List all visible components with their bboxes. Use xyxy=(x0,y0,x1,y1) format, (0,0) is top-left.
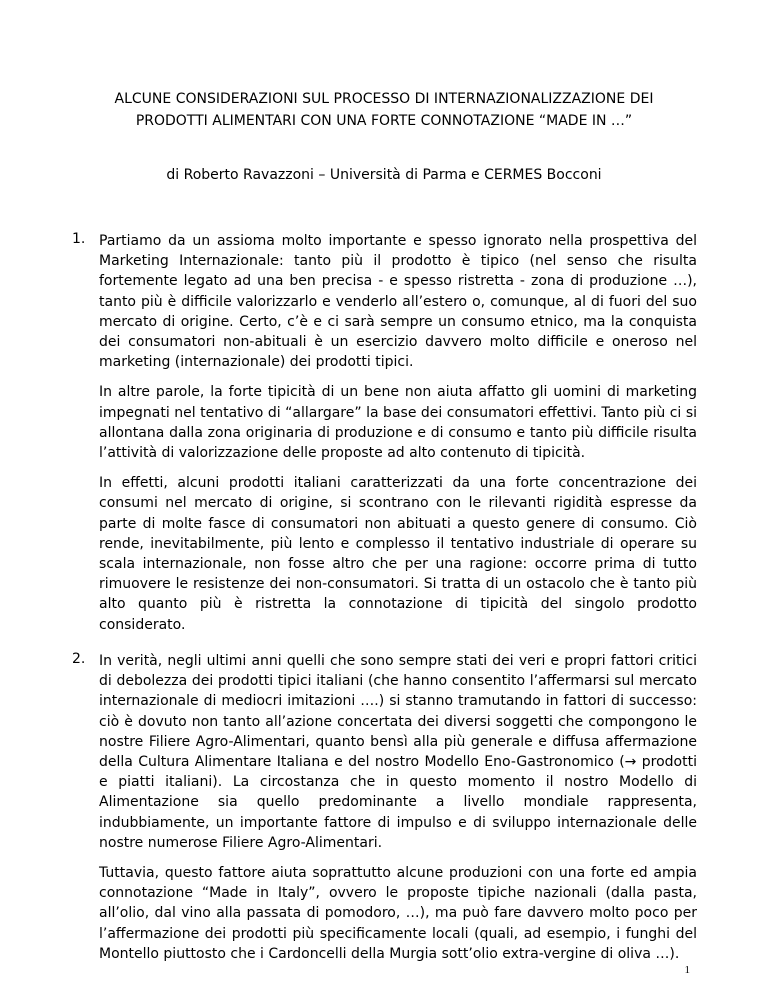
author-line: di Roberto Ravazzoni – Università di Parma e CERMES Bocconi xyxy=(166,167,602,183)
page-number: 1 xyxy=(684,964,690,976)
paragraph: In effetti, alcuni prodotti italiani caratterizzati da una forte concentrazione dei consumi nel mercato di origine, si scontrano con le rilevanti rigidità espresse da parte di molte fasce di consumatori non abituati a questo genere di consumo. Ciò rende, inevitabilmente, più lento e complesso il tentativo industriale di operare su scala internazionale, non fosse altro che per una ragione: occorre prima di tutto rimuovere le resistenze dei non-consumatori. Si tratta di un ostacolo che è tanto più alto quanto più è ristretta la connotazione di tipicità del singolo prodotto considerato. xyxy=(99,475,697,633)
document-title xyxy=(80,88,688,132)
paragraph: In altre parole, la forte tipicità di un bene non aiuta affatto gli uomini di marketing impegnati nel tentativo di “allargare” la base dei consumatori effettivi. Tanto più ci si allontana dalla zona originaria di produzione e di consumo e tanto più difficile risulta l’attività di valorizzazione delle proposte ad alto contenuto di tipicità. xyxy=(99,384,697,462)
title-line-2: PRODOTTI ALIMENTARI CON UNA FORTE CONNOTAZIONE “MADE IN …” xyxy=(135,113,633,129)
title-line-1: ALCUNE CONSIDERAZIONI SUL PROCESSO DI INTERNAZIONALIZZAZIONE DEI xyxy=(114,91,654,107)
paragraph: Partiamo da un assioma molto importante e spesso ignorato nella prospettiva del Marketing Internazionale: tanto più il prodotto è tipico (nel senso che risulta fortemente legato ad una ben precisa - e spesso ristretta - zona di produzione …), tanto più è difficile valorizzarlo e venderlo all’estero o, comunque, al di fuori del suo mercato di origine. Certo, c’è e ci sarà sempre un consumo etnico, ma la conquista dei consumatori non-abituali è un esercizio davvero molto difficile e oneroso nel marketing (internazionale) dei prodotti tipici. xyxy=(99,233,697,371)
paragraph: Tuttavia, questo fattore aiuta soprattutto alcune produzioni con una forte ed ampia connotazione “Made in Italy”, ovvero le proposte tipiche nazionali (dalla pasta, all’olio, dal vino alla passata di pomodoro, …), ma può fare davvero molto poco per l’affermazione dei prodotti più specificamente locali (quali, ad esempio, i funghi del Montello piuttosto che i Cardoncelli della Murgia sott’olio extra-vergine di oliva …). xyxy=(99,865,697,962)
section-number: 2. xyxy=(72,651,86,667)
paragraph: In verità, negli ultimi anni quelli che sono sempre stati dei veri e propri fattori critici di debolezza dei prodotti tipici italiani (che hanno consentito l’affermarsi sul mercato internazionale di mediocri imitazioni ….) si stanno tramutando in fattori di successo: ciò è dovuto non tanto all’azione concertata dei diversi soggetti che compongono le nostre Filiere Agro-Alimentari, quanto bensì alla più generale e diffusa affermazione della Cultura Alimentare Italiana e del nostro Modello Eno-Gastronomico (→ prodotti e piatti italiani). La circostanza che in questo momento il nostro Modello di Alimentazione sia quello predominante a livello mondiale rappresenta, indubbiamente, un importante fattore di impulso e di sviluppo internazionale delle nostre numerose Filiere Agro-Alimentari. xyxy=(99,653,697,851)
section-number: 1. xyxy=(72,231,86,247)
section-2 xyxy=(72,651,697,964)
section-1 xyxy=(72,231,697,635)
